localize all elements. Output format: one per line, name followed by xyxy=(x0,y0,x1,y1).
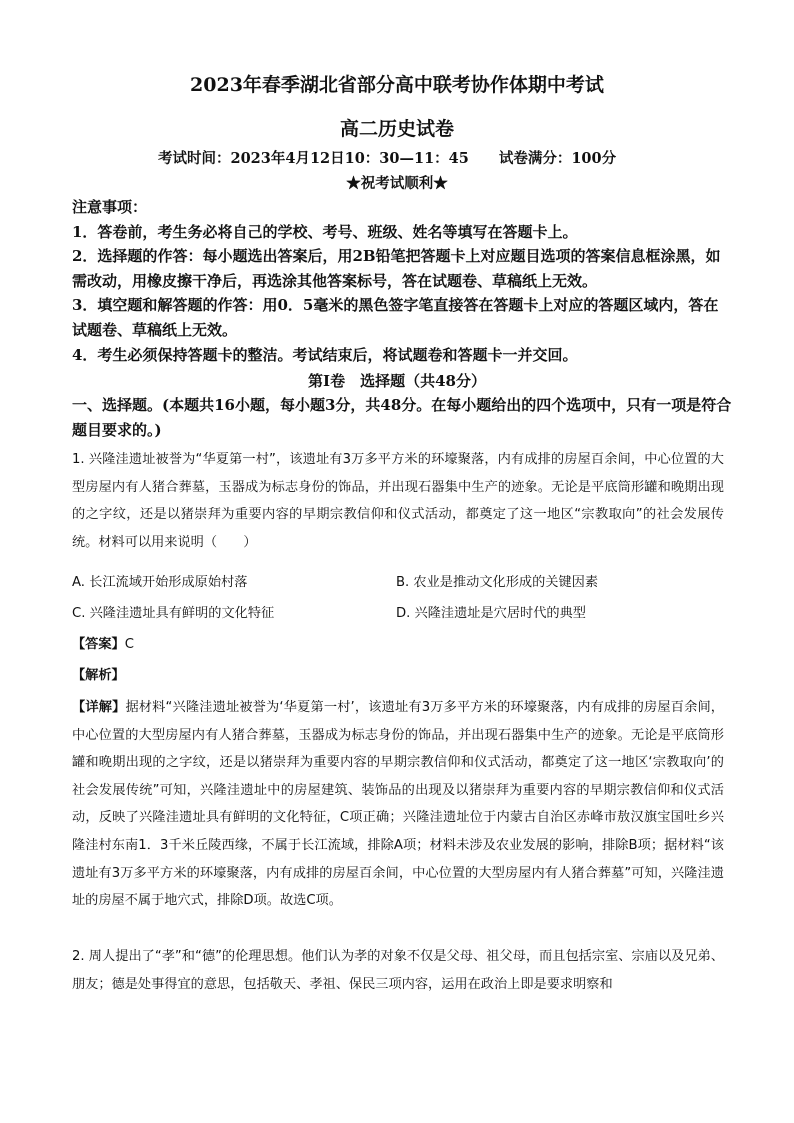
notes-item: 1．答卷前，考生务必将自己的学校、考号、班级、姓名等填写在答题卡上。 xyxy=(72,222,578,241)
full-score: 试卷满分：100分 xyxy=(498,150,617,167)
answer-line xyxy=(72,633,134,652)
section-heading: 第Ⅰ卷 选择题（共48分） xyxy=(308,372,486,390)
notes-item: 2．选择题的作答：每小题选出答案后，用2B铅笔把答题卡上对应题目选项的答案信息框涂黑，如需改动，用橡皮擦干净后，再选涂其他答案标号，答在试题卷、草稿纸上无效。 xyxy=(72,247,721,290)
question-text: 1. 兴隆洼遗址被誉为“华夏第一村”，该遗址有3万多平方米的环壕聚落，内有成排的房屋百余间，中心位置的大型房屋内有人猪合葬墓，玉器成为标志身份的饰品，并出现石器集中生产的迹象。无论是平底筒形罐和晚期出现的之字纹，还是以猪崇拜为重要内容的早期宗教信仰和仪式活动，都奠定了这一地区“宗教取向”的社会发展传统。材料可以用来说明（ ） xyxy=(72,452,724,550)
exam-wish: ★祝考试顺利★ xyxy=(346,175,448,192)
question-1-stem xyxy=(72,446,724,556)
analysis-label: 【解析】 xyxy=(72,668,125,683)
option-a: A. 长江流域开始形成原始村落 xyxy=(72,575,248,590)
exam-title: 2023年春季湖北省部分高中联考协作体期中考试 xyxy=(190,74,604,96)
option-d: D. 兴隆洼遗址是穴居时代的典型 xyxy=(396,606,586,621)
exam-info xyxy=(158,147,616,168)
notes-item: 4．考生必须保持答题卡的整洁。考试结束后，将试题卷和答题卡一并交回。 xyxy=(72,345,578,364)
question-text: 2. 周人提出了“孝”和“德”的伦理思想。他们认为孝的对象不仅是父母、祖父母，而且包括宗室、宗庙以及兄弟、朋友；德是处事得宜的意思，包括敬天、孝祖、保民三项内容，运用在政治上即是要求明察和 xyxy=(72,949,724,992)
section-intro: 一、选择题。(本题共16小题，每小题3分，共48分。在每小题给出的四个选项中，只有一项是符合题目要求的。) xyxy=(72,396,732,439)
answer-label: 【答案】 xyxy=(72,637,125,652)
analysis-line xyxy=(72,664,125,683)
notes-heading: 注意事项： xyxy=(72,198,148,216)
question-1-detail xyxy=(72,694,724,915)
exam-time: 考试时间：2023年4月12日10：30—11：45 xyxy=(158,150,469,167)
notes-section xyxy=(72,195,732,367)
detail-text: 据材料“兴隆洼遗址被誉为‘华夏第一村’，该遗址有3万多平方米的环壕聚落，内有成排的房屋百余间，中心位置的大型房屋内有人猪合葬墓，玉器成为标志身份的饰品，并出现石器集中生产的迹象。无论是平底筒形罐和晚期出现的之字纹，还是以猪崇拜为重要内容的早期宗教信仰和仪式活动，都奠定了这一地区‘宗教取向’的社会发展传统”可知，兴隆洼遗址中的房屋建筑、装饰品的出现及以猪崇拜为重要内容的早期宗教信仰和仪式活动，反映了兴隆洼遗址具有鲜明的文化特征，C项正确；兴隆洼遗址位于内蒙古自治区赤峰市敖汉旗宝国吐乡兴隆洼村东南1．3千米丘陵西缘，不属于长江流域，排除A项；材料未涉及农业发展的影响，排除B项；据材料“该遗址有3万多平方米的环壕聚落，内有成排的房屋百余间，中心位置的大型房屋内有人猪合葬墓”可知，兴隆洼遗址的房屋不属于地穴式，排除D项。故选C项。 xyxy=(72,700,724,909)
exam-subtitle: 高二历史试卷 xyxy=(339,118,454,140)
option-c: C. 兴隆洼遗址具有鲜明的文化特征 xyxy=(72,606,275,621)
option-b: B. 农业是推动文化形成的关键因素 xyxy=(396,575,599,590)
detail-label: 【详解】 xyxy=(72,700,126,715)
question-2-stem xyxy=(72,943,724,998)
answer-value: C xyxy=(124,637,134,652)
notes-item: 3．填空题和解答题的作答：用0．5毫米的黑色签字笔直接答在答题卡上对应的答题区域内，答在试题卷、草稿纸上无效。 xyxy=(72,296,719,339)
